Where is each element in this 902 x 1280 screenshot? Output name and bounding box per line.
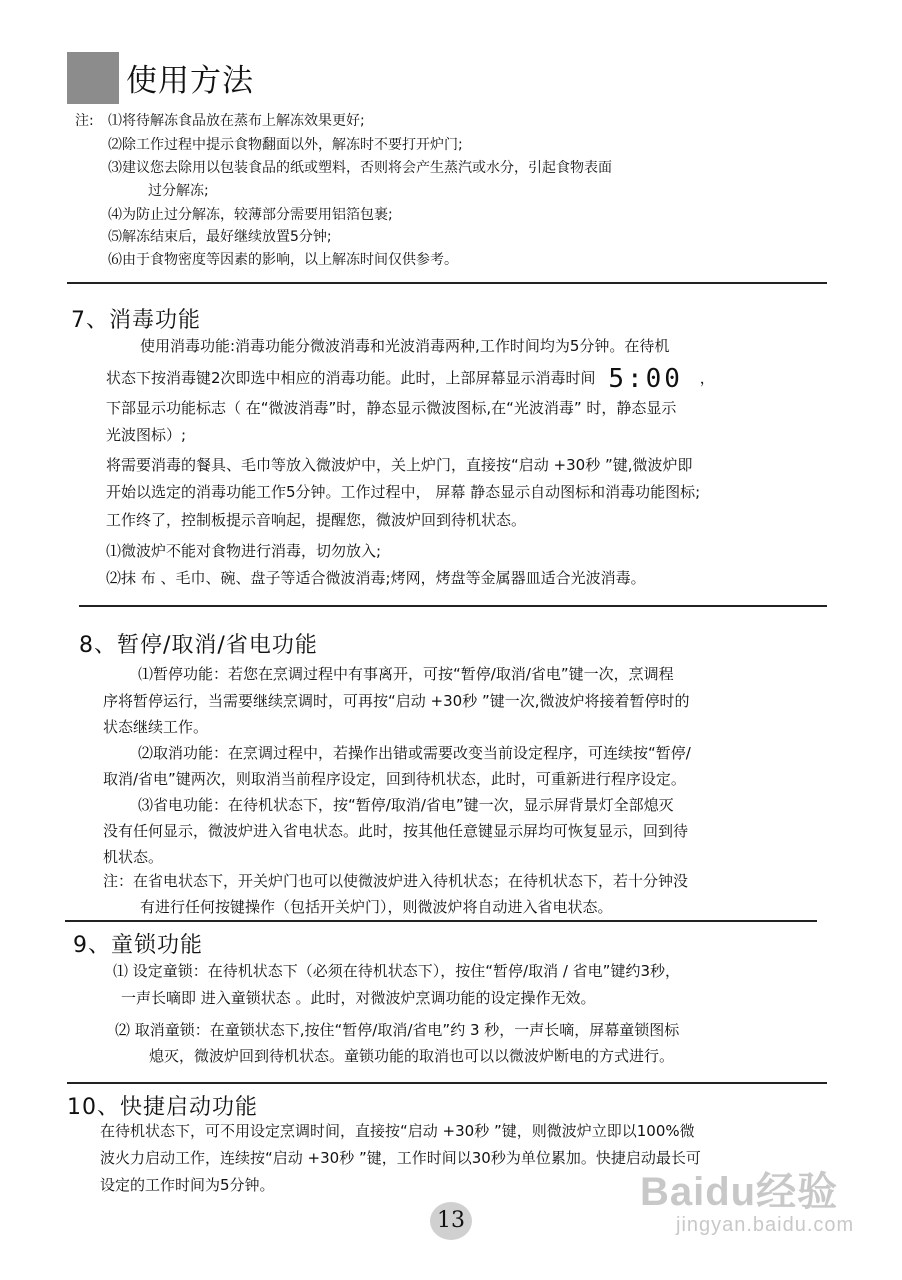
note-item: ⑹由于食物密度等因素的影响，以上解冻时间仅供参考。 bbox=[108, 252, 458, 268]
page-number-badge bbox=[430, 1202, 472, 1240]
note-item: ⑵除工作过程中提示食物翻面以外，解冻时不要打开炉门; bbox=[108, 137, 463, 153]
paragraph-line: 下部显示功能标志（ 在“微波消毒”时，静态显示微波图标,在“光波消毒” 时，静态显示 bbox=[106, 399, 677, 417]
paragraph-line: ⑵ 取消童锁：在童锁状态下,按住“暂停/取消/省电”约 3 秒，一声长嘀，屏幕童锁图标 bbox=[115, 1021, 680, 1039]
paragraph-line bbox=[106, 364, 715, 394]
note-item: ⑷为防止过分解冻，较薄部分需要用铝箔包裹; bbox=[108, 207, 393, 223]
paragraph-line: 开始以选定的消毒功能工作5分钟。工作过程中， 屏幕 静态显示自动图标和消毒功能图标; bbox=[106, 483, 701, 501]
note-item: ⑴将待解冻食品放在蒸布上解冻效果更好; bbox=[108, 113, 365, 129]
paragraph-line: 有进行任何按键操作（包括开关炉门），则微波炉将自动进入省电状态。 bbox=[140, 898, 613, 916]
note-item: ⑶建议您去除用以包装食品的纸或塑料，否则将会产生蒸汽或水分，引起食物表面 bbox=[108, 160, 612, 176]
page-title: 使用方法 bbox=[126, 63, 254, 99]
divider bbox=[79, 605, 827, 607]
paragraph-line: ⑶省电功能：在待机状态下，按“暂停/取消/省电”键一次，显示屏背景灯全部熄灭 bbox=[138, 796, 674, 814]
paragraph-line: 熄灭，微波炉回到待机状态。童锁功能的取消也可以以微波炉断电的方式进行。 bbox=[149, 1047, 675, 1065]
section-heading: 9、童锁功能 bbox=[73, 933, 203, 958]
paragraph-line: ⑴微波炉不能对食物进行消毒，切勿放入; bbox=[106, 542, 382, 560]
paragraph-line: 在待机状态下，可不用设定烹调时间，直接按“启动 +30秒 ”键，则微波炉立即以100%微 bbox=[100, 1122, 695, 1140]
paragraph-line: 状态继续工作。 bbox=[103, 718, 209, 736]
paragraph-line: 将需要消毒的餐具、毛巾等放入微波炉中，关上炉门，直接按“启动 +30秒 ”键,微波炉即 bbox=[106, 456, 693, 474]
watermark-url: jingyan.baidu.com bbox=[676, 1214, 855, 1236]
paragraph-line: ⑴ 设定童锁：在待机状态下（必须在待机状态下），按住“暂停/取消 / 省电”键约3秒， bbox=[113, 962, 681, 980]
notes-label: 注: bbox=[75, 113, 94, 129]
divider bbox=[65, 920, 817, 922]
paragraph-line: 注：在省电状态下，开关炉门也可以使微波炉进入待机状态；在待机状态下，若十分钟没 bbox=[103, 872, 689, 890]
lcd-display: 5:00 bbox=[608, 364, 683, 394]
paragraph-line: 一声长嘀即 进入童锁状态 。此时，对微波炉烹调功能的设定操作无效。 bbox=[121, 989, 596, 1007]
paragraph-line: ⑵取消功能：在烹调过程中，若操作出错或需要改变当前设定程序，可连续按“暂停/ bbox=[138, 744, 691, 762]
paragraph-line: 序将暂停运行，当需要继续烹调时，可再按“启动 +30秒 ”键一次,微波炉将接着暂停时的 bbox=[103, 692, 690, 710]
paragraph-line: ⑴暂停功能：若您在烹调过程中有事离开，可按“暂停/取消/省电”键一次，烹调程 bbox=[138, 665, 674, 683]
paragraph-line: 取消/省电”键两次，则取消当前程序设定，回到待机状态，此时，可重新进行程序设定。 bbox=[103, 770, 686, 788]
watermark-logo: Baidu经验 bbox=[640, 1170, 839, 1214]
paragraph-line: 波火力启动工作，连续按“启动 +30秒 ”键，工作时间以30秒为单位累加。快捷启动最长可 bbox=[100, 1149, 701, 1167]
page-number: 13 bbox=[437, 1208, 465, 1233]
note-item: ⑸解冻结束后，最好继续放置5分钟; bbox=[108, 229, 332, 245]
paragraph-line: 没有任何显示，微波炉进入省电状态。此时，按其他任意键显示屏均可恢复显示，回到待 bbox=[103, 822, 689, 840]
note-item: 过分解冻; bbox=[148, 183, 209, 199]
paragraph-text: ， bbox=[699, 369, 715, 387]
paragraph-text: 状态下按消毒键2次即选中相应的消毒功能。此时，上部屏幕显示消毒时间 bbox=[106, 369, 596, 387]
paragraph-line: ⑵抹 布 、毛巾、碗、盘子等适合微波消毒;烤网，烤盘等金属器皿适合光波消毒。 bbox=[106, 569, 646, 587]
paragraph-line: 机状态。 bbox=[103, 848, 164, 866]
section-heading: 10、快捷启动功能 bbox=[67, 1095, 258, 1120]
section-heading: 7、消毒功能 bbox=[71, 308, 201, 333]
paragraph-line: 设定的工作时间为5分钟。 bbox=[100, 1176, 275, 1194]
paragraph-line: 光波图标）; bbox=[106, 426, 187, 444]
header-block bbox=[67, 52, 119, 104]
paragraph-line: 使用消毒功能:消毒功能分微波消毒和光波消毒两种,工作时间均为5分钟。在待机 bbox=[140, 337, 670, 355]
divider bbox=[67, 282, 827, 284]
divider bbox=[67, 1082, 827, 1084]
paragraph-line: 工作终了，控制板提示音响起，提醒您，微波炉回到待机状态。 bbox=[106, 511, 527, 529]
section-heading: 8、暂停/取消/省电功能 bbox=[79, 633, 318, 658]
